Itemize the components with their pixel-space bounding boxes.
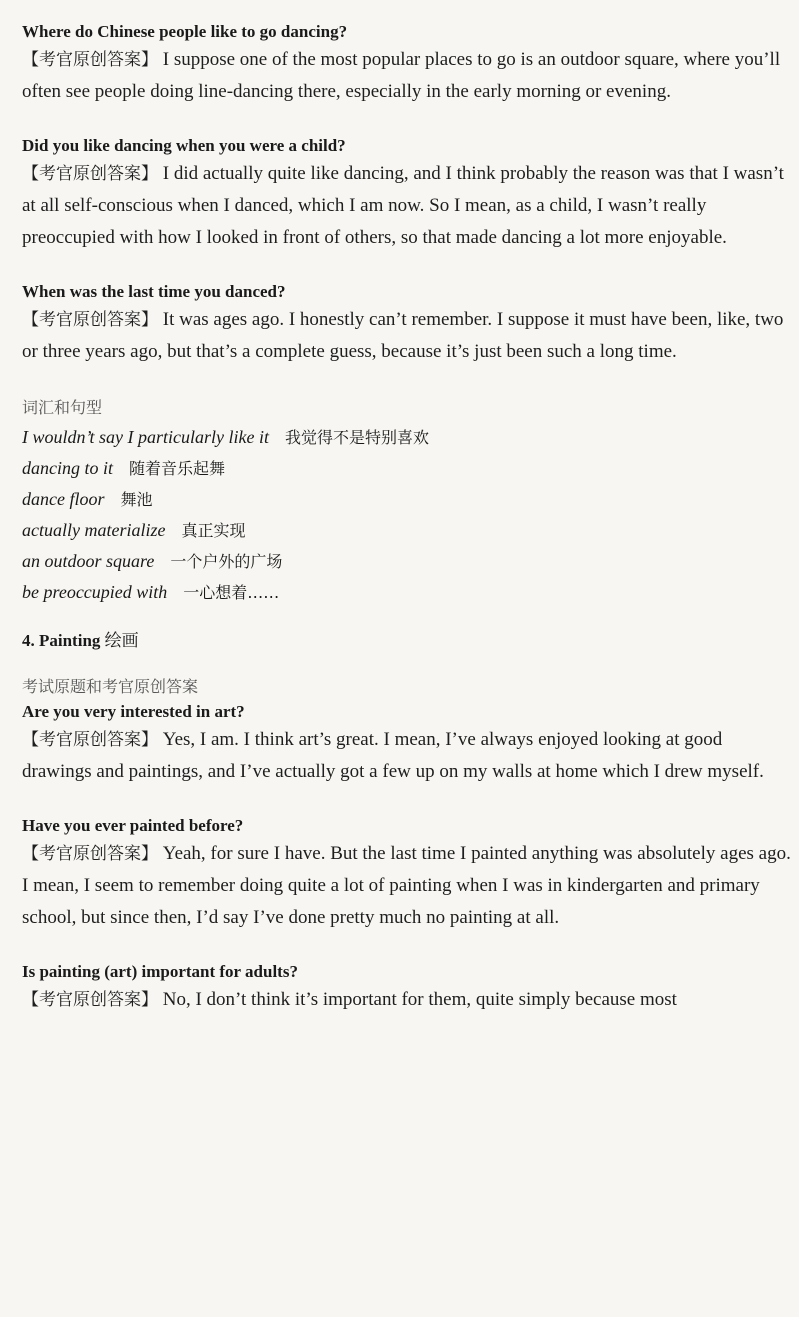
vocab-chinese: 我觉得不是特别喜欢: [284, 428, 429, 447]
section-title: [22, 628, 792, 654]
vocab-list: [22, 422, 792, 608]
question: Is painting (art) important for adults?: [22, 962, 298, 981]
qa-block: [22, 20, 792, 108]
answer-text: I did actually quite like dancing, and I think probably the reason was that I wasn’t at all self-conscious when I danced, which I am now. So I mean, as a child, I wasn’t really preoccupied with how I looked in front of others, so that made dancing a lot more enjoyable.: [22, 163, 784, 248]
vocab-english: be preoccupied with: [22, 582, 168, 602]
vocab-chinese: 舞池: [120, 490, 153, 509]
vocab-chinese: 真正实现: [181, 521, 246, 540]
question: Where do Chinese people like to go dancing?: [22, 22, 348, 41]
vocab-item: [22, 515, 792, 546]
vocab-chinese: 随着音乐起舞: [129, 459, 226, 478]
qa-block: [22, 134, 792, 254]
answer: [22, 838, 792, 934]
answer-tag: 【考官原创答案】: [22, 50, 158, 70]
answer-text: Yes, I am. I think art’s great. I mean, I’ve always enjoyed looking at good drawings and paintings, and I’ve actually got a few up on my walls at home which I drew myself.: [22, 729, 764, 782]
section-chinese-title: 绘画: [104, 631, 139, 651]
section-subheading: 考试原题和考官原创答案: [22, 677, 199, 696]
qa-block: [22, 700, 792, 788]
vocab-item: [22, 546, 792, 577]
vocab-heading: 词汇和句型: [22, 398, 103, 417]
question: When was the last time you danced?: [22, 282, 286, 301]
question: Are you very interested in art?: [22, 702, 245, 721]
answer-tag: 【考官原创答案】: [22, 730, 158, 750]
qa-block: [22, 280, 792, 368]
section-number-title: 4. Painting: [22, 631, 101, 650]
vocab-english: dance floor: [22, 489, 105, 509]
qa-block: [22, 960, 792, 1016]
vocab-item: [22, 484, 792, 515]
answer: [22, 44, 792, 108]
qa-block: [22, 814, 792, 934]
vocab-english: dancing to it: [22, 458, 113, 478]
document-page: [22, 20, 792, 1016]
vocab-english: actually materialize: [22, 520, 166, 540]
vocab-english: I wouldn’t say I particularly like it: [22, 427, 269, 447]
vocab-english: an outdoor square: [22, 551, 155, 571]
question: Have you ever painted before?: [22, 816, 244, 835]
answer-tag: 【考官原创答案】: [22, 844, 158, 864]
vocab-item: [22, 453, 792, 484]
answer-text: No, I don’t think it’s important for them, quite simply because most: [162, 989, 677, 1010]
answer-tag: 【考官原创答案】: [22, 310, 158, 330]
answer-tag: 【考官原创答案】: [22, 990, 158, 1010]
answer-text: It was ages ago. I honestly can’t remember. I suppose it must have been, like, two or three years ago, but that’s a complete guess, because it’s just been such a long time.: [22, 309, 784, 362]
answer: [22, 984, 792, 1016]
answer: [22, 304, 792, 368]
answer: [22, 724, 792, 788]
question: Did you like dancing when you were a child?: [22, 136, 346, 155]
answer-text: Yeah, for sure I have. But the last time I painted anything was absolutely ages ago. I mean, I seem to remember doing quite a lot of painting when I was in kindergarten and primary school, but since then, I’d say I’ve done pretty much no painting at all.: [22, 843, 791, 928]
answer-text: I suppose one of the most popular places to go is an outdoor square, where you’ll often see people doing line-dancing there, especially in the early morning or evening.: [22, 49, 781, 102]
vocab-item: [22, 577, 792, 608]
answer: [22, 158, 792, 254]
vocab-chinese: 一个户外的广场: [170, 552, 283, 571]
vocab-chinese: 一心想着……: [183, 583, 280, 602]
vocab-section: [22, 394, 792, 608]
answer-tag: 【考官原创答案】: [22, 164, 158, 184]
vocab-item: [22, 422, 792, 453]
